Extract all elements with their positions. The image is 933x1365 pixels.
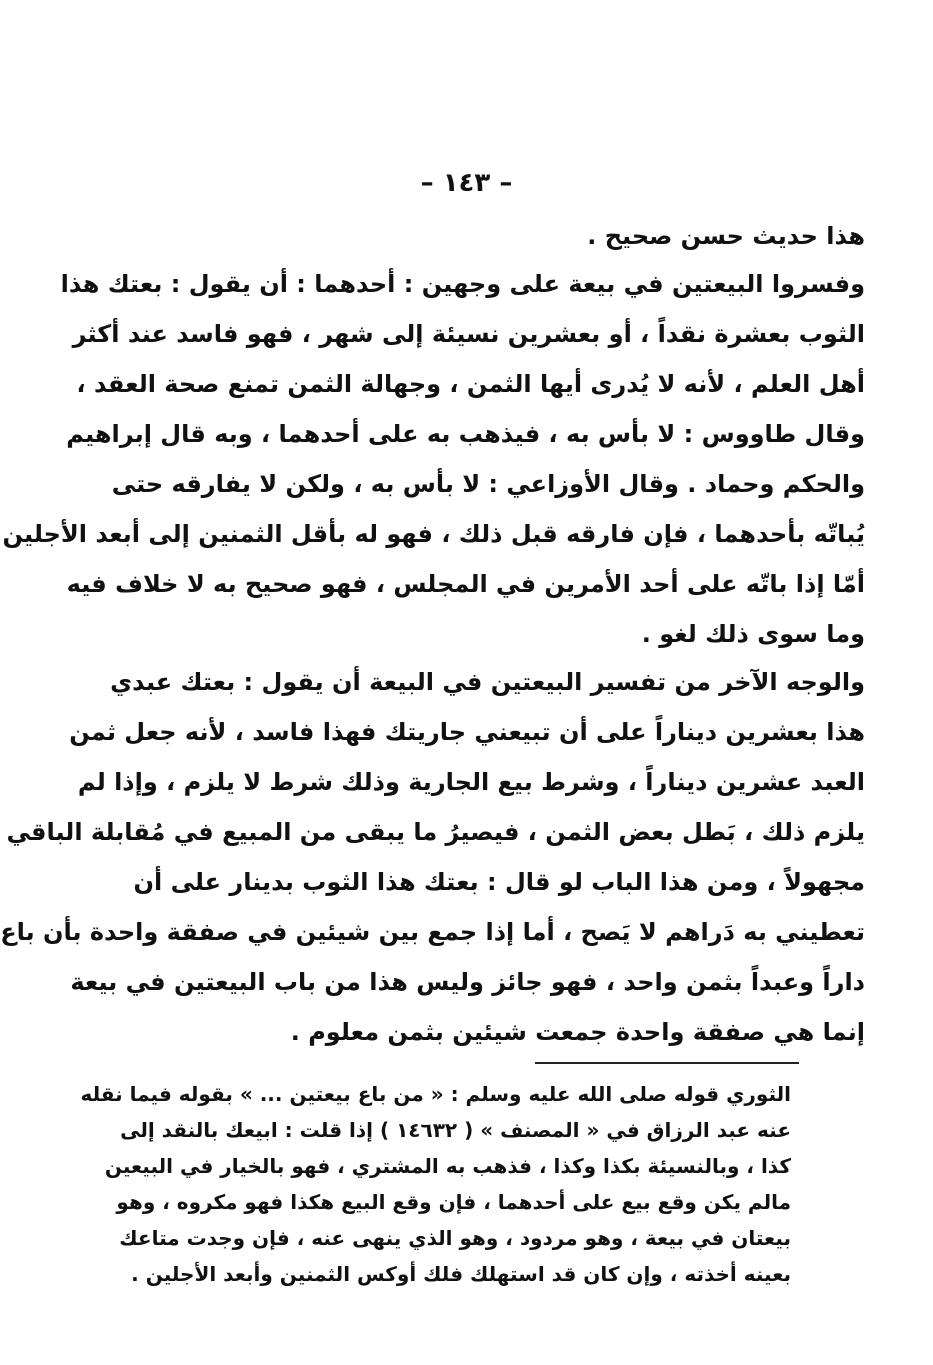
page-number: – ١٤٣ – <box>420 168 513 198</box>
body-line: تعطيني به دَراهم لا يَصح ، أما إذا جمع بين شيئين في صفقة واحدة بأن باع <box>0 918 865 946</box>
body-line: داراً وعبداً بثمن واحد ، فهو جائز وليس هذا من باب البيعتين في بيعة <box>70 968 865 996</box>
footnote-line: مالم يكن وقع بيع على أحدهما ، فإن وقع البيع هكذا فهو مكروه ، وهو <box>116 1190 791 1214</box>
footnote-line: بعينه أخذته ، وإن كان قد استهلك فلك أوكس الثمنين وأبعد الأجلين . <box>131 1262 791 1286</box>
body-line: الثوب بعشرة نقداً ، أو بعشرين نسيئة إلى شهر ، فهو فاسد عند أكثر <box>72 320 865 348</box>
footnote-line: عنه عبد الرزاق في « المصنف » ( ١٤٦٣٢ ) إذا قلت : ابيعك بالنقد إلى <box>120 1118 791 1142</box>
footnote-line: كذا ، وبالنسيئة بكذا وكذا ، فذهب به المشتري ، فهو بالخيار في البيعين <box>104 1154 791 1178</box>
footnote-line: بيعتان في بيعة ، وهو مردود ، وهو الذي ينهى عنه ، فإن وجدت متاعك <box>119 1226 791 1250</box>
body-line: هذا حديث حسن صحيح . <box>587 222 865 250</box>
body-line: وما سوى ذلك لغو . <box>641 620 865 648</box>
body-line: وقال طاووس : لا بأس به ، فيذهب به على أحدهما ، وبه قال إبراهيم <box>66 420 865 448</box>
body-line: وفسروا البيعتين في بيعة على وجهين : أحدهما : أن يقول : بعتك هذا <box>60 270 865 298</box>
body-line: والحكم وحماد . وقال الأوزاعي : لا بأس به ، ولكن لا يفارقه حتى <box>111 470 865 498</box>
body-line: يُباتّه بأحدهما ، فإن فارقه قبل ذلك ، فهو له بأقل الثمنين إلى أبعد الأجلين <box>2 520 865 548</box>
body-line: أهل العلم ، لأنه لا يُدرى أيها الثمن ، وجهالة الثمن تمنع صحة العقد ، <box>76 370 865 398</box>
body-line: مجهولاً ، ومن هذا الباب لو قال : بعتك هذا الثوب بدينار على أن <box>133 868 865 896</box>
footnote-line: الثوري قوله صلى الله عليه وسلم : « من باع بيعتين ... » بقوله فيما نقله <box>80 1082 791 1106</box>
footnote-separator <box>535 1062 799 1064</box>
body-line: هذا بعشرين ديناراً على أن تبيعني جاريتك فهذا فاسد ، لأنه جعل ثمن <box>69 718 865 746</box>
body-line: العبد عشرين ديناراً ، وشرط بيع الجارية وذلك شرط لا يلزم ، وإذا لم <box>77 768 865 796</box>
body-line: أمّا إذا باتّه على أحد الأمرين في المجلس ، فهو صحيح به لا خلاف فيه <box>66 570 865 598</box>
body-line: إنما هي صفقة واحدة جمعت شيئين بثمن معلوم . <box>290 1018 865 1046</box>
body-line: والوجه الآخر من تفسير البيعتين في البيعة أن يقول : بعتك عبدي <box>110 668 865 696</box>
body-line: يلزم ذلك ، بَطل بعض الثمن ، فيصيرُ ما يبقى من المبيع في مُقابلة الباقي <box>6 818 865 846</box>
